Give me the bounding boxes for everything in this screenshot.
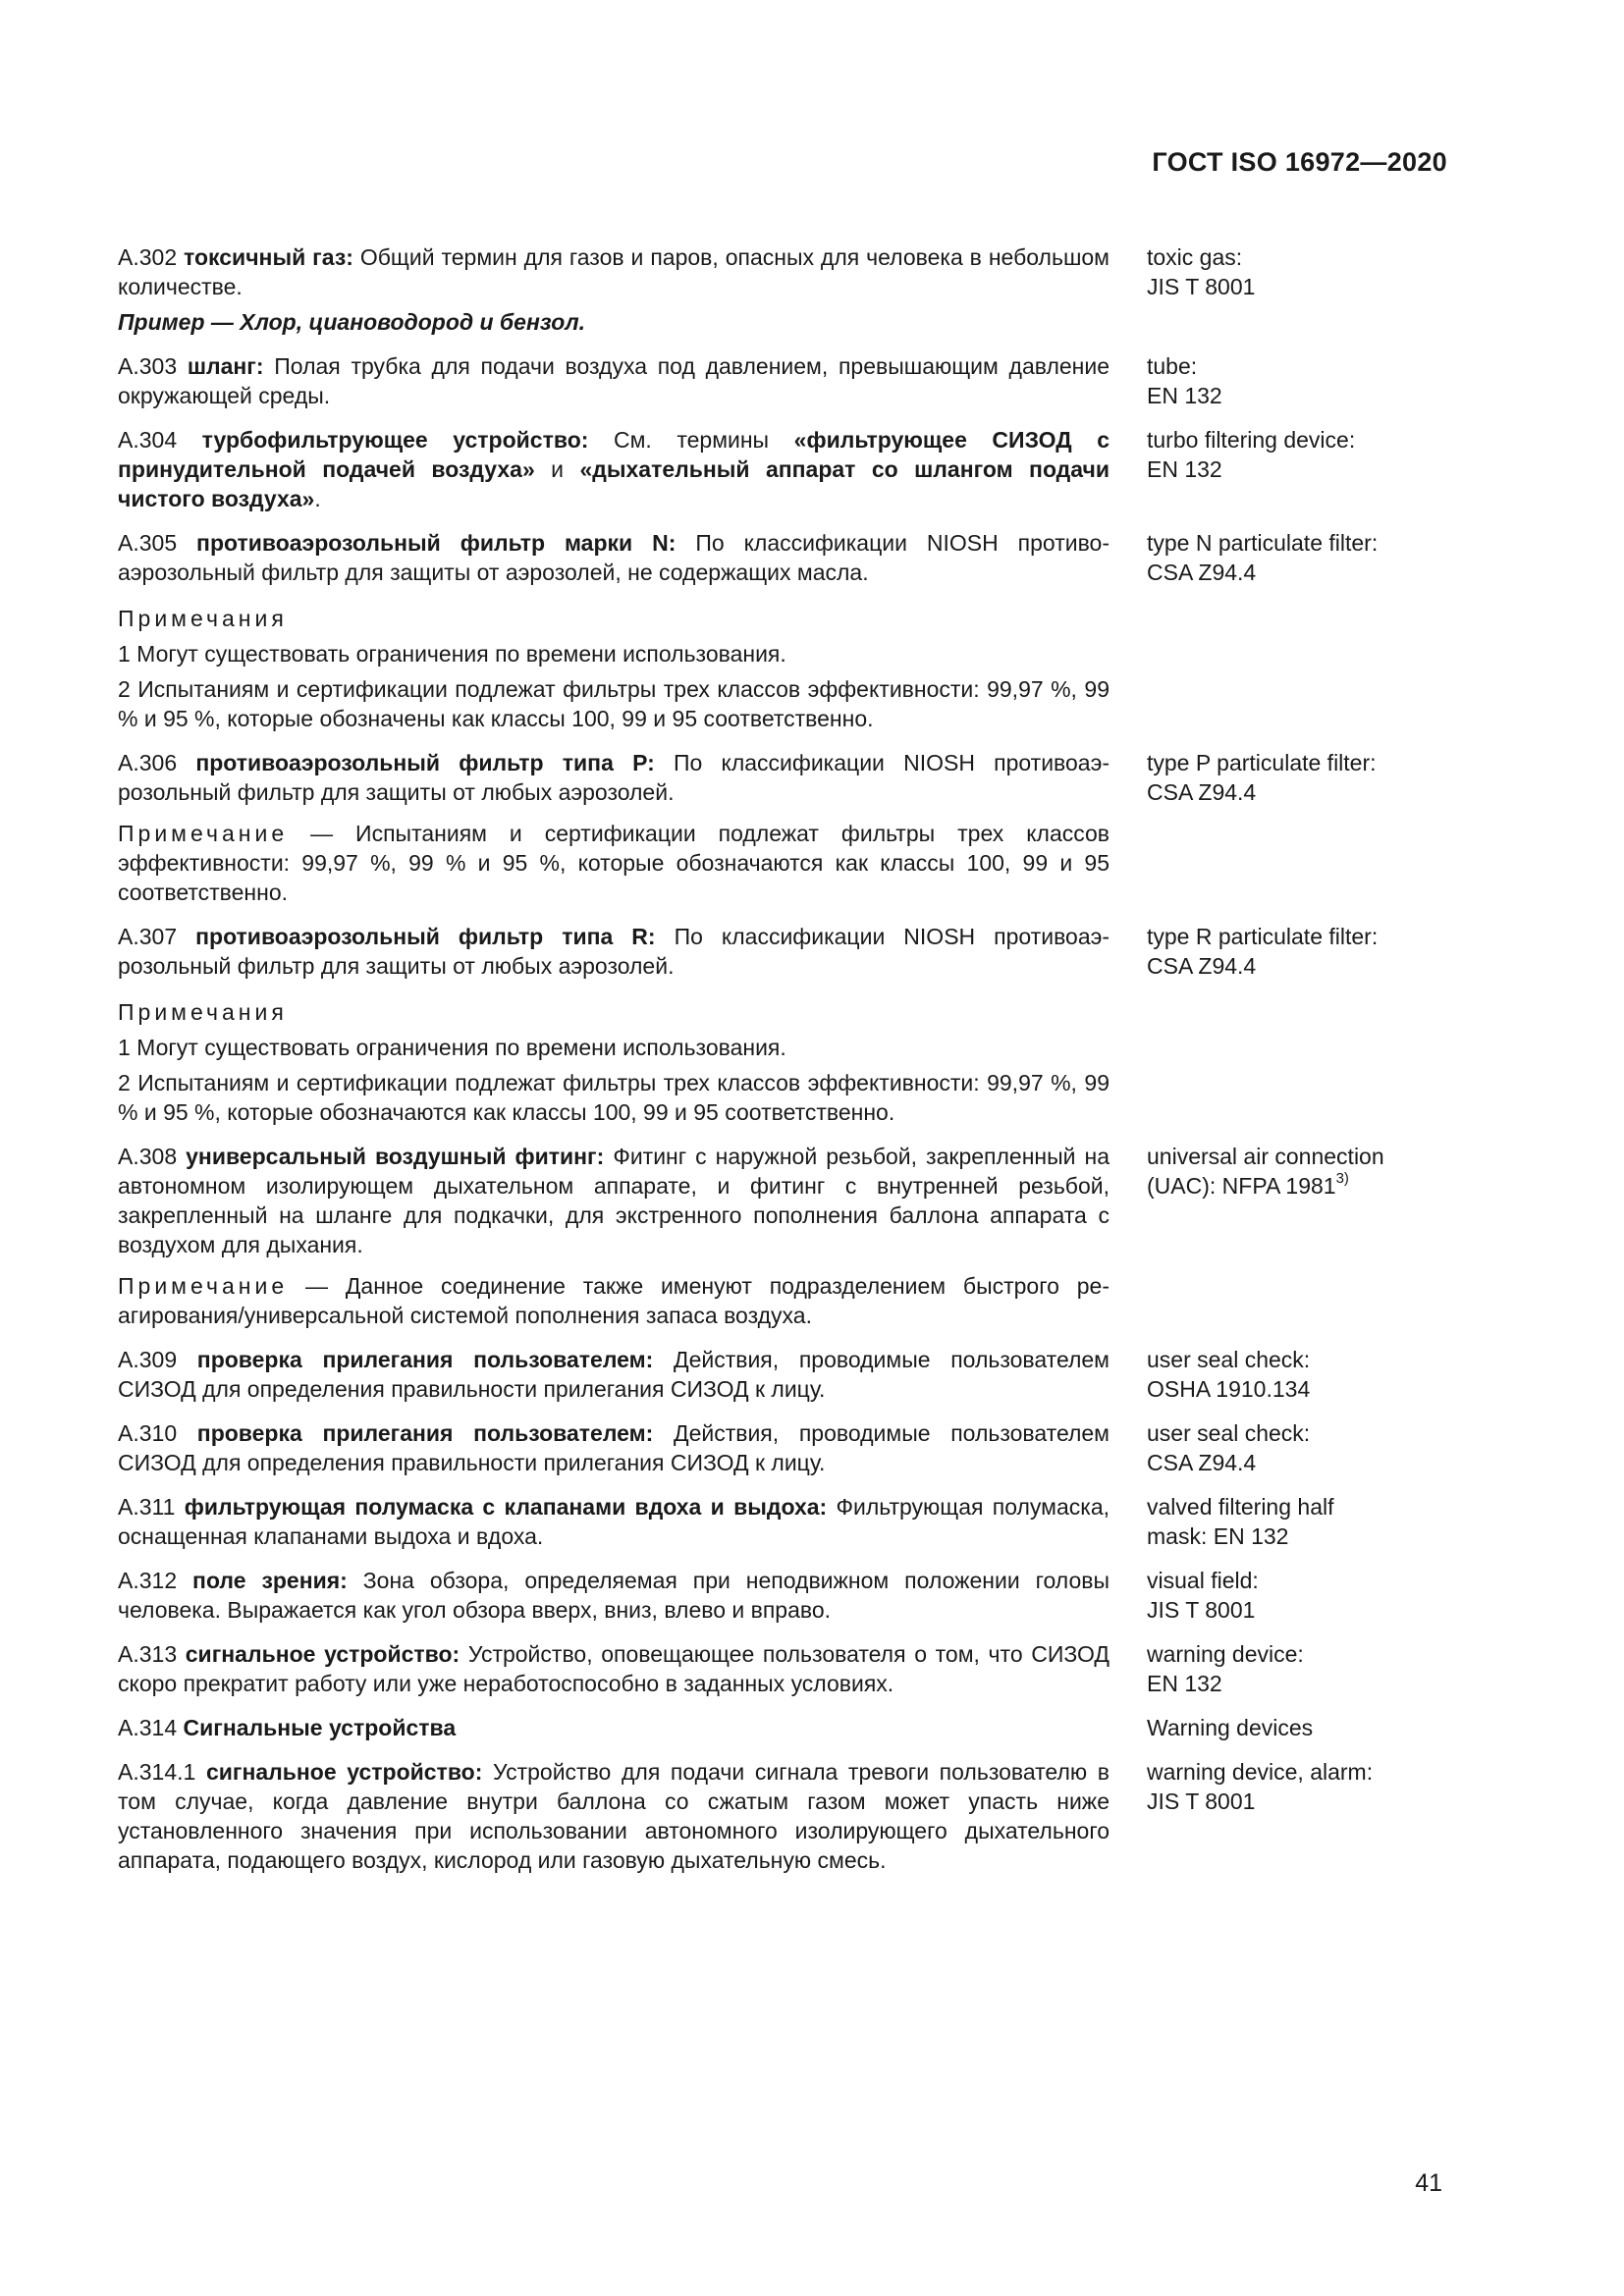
source-term: type P particulate filter: bbox=[1147, 750, 1377, 775]
term-entry-a314 bbox=[118, 1713, 1412, 1742]
term-source bbox=[1147, 242, 1412, 301]
term-text: См. термины bbox=[588, 427, 794, 453]
term-name: турбофильтрующее устройство: bbox=[201, 427, 589, 453]
note-item: 2 Испытаниям и сертификации подлежат фильтры трех классов эффективности: 99,97 %, 99 % и 95 %, которые обозначены как классы 100, 99 и 95 соответственно. bbox=[118, 676, 1110, 731]
source-standard: EN 132 bbox=[1147, 383, 1222, 408]
term-number: А.313 bbox=[118, 1641, 186, 1667]
source-standard: EN 132 bbox=[1147, 1671, 1222, 1696]
term-text: Фитинг с наружной резьбой, закрепленный на автономном изолирующем дыхательном аппарате, и фитинг с внутренней резьбой, закрепленный на шланге для подкачки, для экстренного пополнения баллона аппарата с воздухом для дыхания. bbox=[118, 1144, 1110, 1257]
source-term: user seal check: bbox=[1147, 1420, 1311, 1446]
term-text: Зона обзора, определяемая при неподвижном положении головы человека. Выражается как угол обзора вверх, вниз, влево и вправо. bbox=[118, 1568, 1110, 1623]
term-name: шланг: bbox=[187, 353, 264, 379]
notes-heading: Примечания bbox=[118, 999, 288, 1025]
term-text: Фильтрующая полумаска, оснащенная клапанами выдоха и вдоха. bbox=[118, 1494, 1110, 1549]
section-heading bbox=[118, 1713, 1110, 1742]
term-name: поле зрения: bbox=[192, 1568, 348, 1593]
term-source bbox=[1147, 351, 1412, 410]
term-name: проверка прилегания пользователем: bbox=[196, 1420, 654, 1446]
term-entry-a304 bbox=[118, 425, 1412, 513]
term-definition bbox=[118, 242, 1110, 301]
term-entry-a302 bbox=[118, 242, 1412, 301]
source-standard: (UAC): NFPA 1981$^{3)}$ bbox=[1147, 1170, 1349, 1199]
term-name: универсальный воздушный фитинг: bbox=[186, 1144, 605, 1169]
term-definition bbox=[118, 748, 1110, 907]
source-standard: mask: EN 132 bbox=[1147, 1523, 1289, 1549]
source-standard: JIS T 8001 bbox=[1147, 1597, 1256, 1623]
term-source bbox=[1147, 1345, 1412, 1404]
source-standard: JIS T 8001 bbox=[1147, 1789, 1256, 1814]
note-label: Примечание bbox=[118, 821, 289, 846]
note-label: Примечание bbox=[118, 1273, 289, 1299]
term-number: А.309 bbox=[118, 1347, 197, 1372]
source-standard: EN 132 bbox=[1147, 456, 1222, 482]
note-text: — Испытаниям и сертификации подлежат фильтры трех классов эффективности: 99,97 %, 99 % и 95 %, которые обозначаются как классы 100, 99 и 95 соответственно. bbox=[118, 821, 1110, 905]
source-term: user seal check: bbox=[1147, 1347, 1311, 1372]
term-source bbox=[1147, 1142, 1412, 1330]
term-entry-a312 bbox=[118, 1566, 1412, 1625]
term-text: Действия, проводимые пользователем СИЗОД для определения правильности прилегания СИЗОД к лицу. bbox=[118, 1347, 1110, 1402]
footnote-ref: 3) bbox=[1335, 1170, 1349, 1188]
source-term: Warning devices bbox=[1147, 1715, 1314, 1740]
term-entry-a307 bbox=[118, 922, 1412, 1127]
term-definition bbox=[118, 1639, 1110, 1698]
term-entry-a3141 bbox=[118, 1757, 1412, 1875]
term-entry-a313 bbox=[118, 1639, 1412, 1698]
term-source bbox=[1147, 748, 1412, 907]
term-entry-a308 bbox=[118, 1142, 1412, 1330]
term-number: А.314.1 bbox=[118, 1759, 206, 1785]
term-text: По классификации NIOSH противоаэрозольный фильтр для защиты от аэрозолей, не содержащих масла. bbox=[118, 530, 1110, 585]
term-definition bbox=[118, 528, 1110, 733]
term-number: А.314 bbox=[118, 1715, 184, 1740]
note-text: — Данное соединение также именуют подразделением быстрого реагирования/универсальной системой пополнения запаса воздуха. bbox=[118, 1273, 1110, 1328]
source-term: tube: bbox=[1147, 353, 1198, 379]
term-name: противоаэрозольный фильтр марки N: bbox=[196, 530, 677, 556]
term-number: А.302 bbox=[118, 244, 185, 270]
source-term: valved filtering half bbox=[1147, 1494, 1334, 1520]
term-name: фильтрующая полумаска с клапанами вдоха и выдоха: bbox=[184, 1494, 828, 1520]
term-text: По классификации NIOSH противоаэрозольный фильтр для защиты от любых аэрозолей. bbox=[118, 750, 1110, 805]
term-source bbox=[1147, 1566, 1412, 1625]
notes-heading: Примечания bbox=[118, 606, 288, 631]
source-term: type R particulate filter: bbox=[1147, 924, 1379, 949]
term-text: Устройство для подачи сигнала тревоги пользователю в том случае, когда давление внутри баллона со сжатым газом может упасть ниже установленного значения при использовании автономного изолирующего дыхательного аппарата, подающего воздух, кислород или газовую дыхательную смесь. bbox=[118, 1759, 1110, 1873]
source-standard: CSA Z94.4 bbox=[1147, 1450, 1257, 1475]
term-name: сигнальное устройство: bbox=[185, 1641, 460, 1667]
source-term: toxic gas: bbox=[1147, 244, 1243, 270]
term-definition bbox=[118, 351, 1110, 410]
term-entry-a305 bbox=[118, 528, 1412, 733]
term-number: А.307 bbox=[118, 924, 196, 949]
term-source bbox=[1147, 1639, 1412, 1698]
source-term: turbo filtering device: bbox=[1147, 427, 1356, 453]
source-standard: OSHA 1910.134 bbox=[1147, 1376, 1311, 1402]
term-example-a302 bbox=[118, 307, 1412, 337]
term-definition bbox=[118, 425, 1110, 513]
term-definition bbox=[118, 1345, 1110, 1404]
term-name: Сигнальные устройства bbox=[183, 1715, 457, 1740]
term-source bbox=[1147, 1757, 1412, 1875]
term-number: А.310 bbox=[118, 1420, 197, 1446]
term-source bbox=[1147, 922, 1412, 1127]
term-text: и bbox=[534, 456, 580, 482]
source-term: visual field: bbox=[1147, 1568, 1259, 1593]
example-text: Пример — Хлор, циановодород и бензол. bbox=[118, 309, 586, 335]
source-term: universal air connection bbox=[1147, 1144, 1384, 1169]
term-definition bbox=[118, 1492, 1110, 1551]
term-entry-a303 bbox=[118, 351, 1412, 410]
term-definition bbox=[118, 1142, 1110, 1330]
term-definition bbox=[118, 1418, 1110, 1477]
term-number: А.303 bbox=[118, 353, 188, 379]
term-name: сигнальное устройство: bbox=[205, 1759, 483, 1785]
term-number: А.308 bbox=[118, 1144, 187, 1169]
term-number: А.305 bbox=[118, 530, 197, 556]
term-text: . bbox=[314, 486, 321, 511]
term-number: А.304 bbox=[118, 427, 202, 453]
term-source bbox=[1147, 1492, 1412, 1551]
term-number: А.312 bbox=[118, 1568, 193, 1593]
source-standard: CSA Z94.4 bbox=[1147, 560, 1257, 585]
term-name: проверка прилегания пользователем: bbox=[196, 1347, 654, 1372]
term-source bbox=[1147, 528, 1412, 733]
source-standard: JIS T 8001 bbox=[1147, 274, 1256, 299]
term-reference: «фильтрующее СИЗОД с принудительной подачей воздуха» bbox=[118, 427, 1110, 482]
note-item: 2 Испытаниям и сертификации подлежат фильтры трех классов эффективности: 99,97 %, 99 % и 95 %, которые обозначаются как классы 100, 99 и 95 соответственно. bbox=[118, 1070, 1110, 1125]
term-definition bbox=[118, 922, 1110, 1127]
term-text: Общий термин для газов и паров, опасных для человека в небольшом количестве. bbox=[118, 244, 1110, 299]
term-entry-a310 bbox=[118, 1418, 1412, 1477]
source-standard: CSA Z94.4 bbox=[1147, 953, 1257, 979]
term-name: противоаэрозольный фильтр типа Р: bbox=[195, 750, 655, 775]
term-text: Полая трубка для подачи воздуха под давлением, превышающим давление окружающей среды. bbox=[118, 353, 1110, 408]
source-term: warning device: bbox=[1147, 1641, 1304, 1667]
term-source bbox=[1147, 425, 1412, 513]
term-number: А.306 bbox=[118, 750, 196, 775]
term-text: По классификации NIOSH противоаэрозольный фильтр для защиты от любых аэрозолей. bbox=[118, 924, 1110, 979]
note-item: 1 Могут существовать ограничения по времени использования. bbox=[118, 1035, 786, 1060]
page-content bbox=[118, 242, 1412, 1890]
note-item: 1 Могут существовать ограничения по времени использования. bbox=[118, 641, 786, 667]
page-number: 41 bbox=[1415, 2169, 1442, 2197]
term-name: токсичный газ: bbox=[184, 244, 353, 270]
term-entry-a309 bbox=[118, 1345, 1412, 1404]
source-standard: CSA Z94.4 bbox=[1147, 779, 1257, 805]
term-reference: «дыхательный аппарат со шлангом подачи чистого воздуха» bbox=[118, 456, 1110, 511]
term-name: противоаэрозольный фильтр типа R: bbox=[195, 924, 656, 949]
term-text: Действия, проводимые пользователем СИЗОД для определения правильности прилегания СИЗОД к лицу. bbox=[118, 1420, 1110, 1475]
term-entry-a311 bbox=[118, 1492, 1412, 1551]
document-header: ГОСТ ISO 16972—2020 bbox=[1152, 147, 1447, 177]
term-text: Устройство, оповещающее пользователя о том, что СИЗОД скоро прекратит работу или уже неработоспособно в заданных условиях. bbox=[118, 1641, 1110, 1696]
term-definition bbox=[118, 1566, 1110, 1625]
term-source bbox=[1147, 1418, 1412, 1477]
term-source bbox=[1147, 1713, 1412, 1742]
term-number: А.311 bbox=[118, 1494, 185, 1520]
term-entry-a306 bbox=[118, 748, 1412, 907]
source-term: warning device, alarm: bbox=[1147, 1759, 1374, 1785]
term-definition bbox=[118, 1757, 1110, 1875]
source-term: type N particulate filter: bbox=[1147, 530, 1379, 556]
